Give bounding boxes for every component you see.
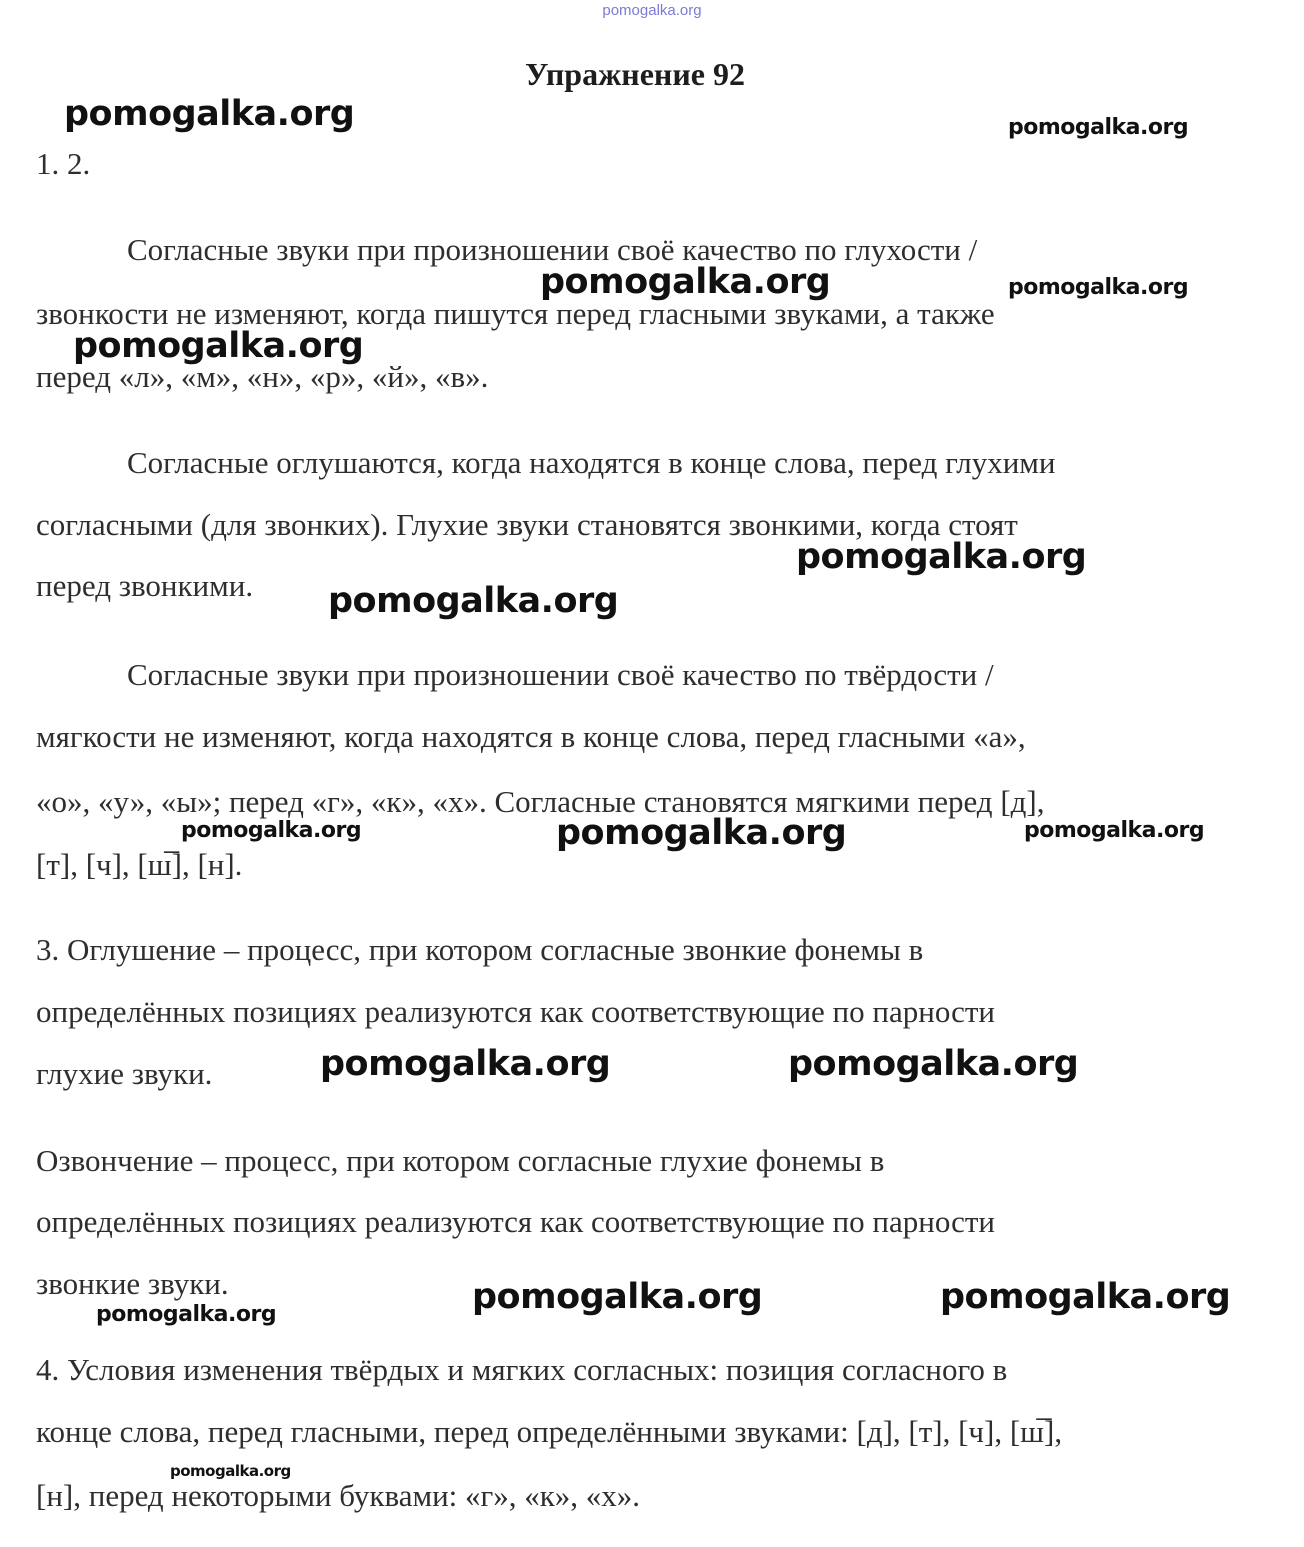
text-line: перед звонкими. bbox=[36, 568, 254, 603]
watermark: pomogalka.org bbox=[1008, 275, 1189, 300]
watermark: pomogalka.org bbox=[940, 1277, 1231, 1317]
text-line: согласными (для звонких). Глухие звуки становятся звонкими, когда стоят bbox=[36, 507, 1018, 542]
watermark: pomogalka.org bbox=[181, 818, 362, 843]
text-line: [т], [ч], [ш̅], [н]. bbox=[36, 847, 243, 882]
text-line: Согласные звуки при произношении своё качество по глухости / bbox=[127, 232, 978, 267]
watermark: pomogalka.org bbox=[540, 262, 831, 302]
watermark: pomogalka.org bbox=[788, 1044, 1079, 1084]
watermark: pomogalka.org bbox=[64, 94, 355, 134]
text-line: мягкости не изменяют, когда находятся в конце слова, перед гласными «а», bbox=[36, 719, 1026, 754]
text-line: определённых позициях реализуются как соответствующие по парности bbox=[36, 994, 996, 1029]
text-line: 4. Условия изменения твёрдых и мягких согласных: позиция согласного в bbox=[36, 1352, 1008, 1387]
watermark: pomogalka.org bbox=[320, 1044, 611, 1084]
watermark: pomogalka.org bbox=[96, 1302, 277, 1327]
text-line: конце слова, перед гласными, перед определёнными звуками: [д], [т], [ч], [ш̅], bbox=[36, 1414, 1063, 1449]
watermark: pomogalka.org bbox=[472, 1277, 763, 1317]
watermark: pomogalka.org bbox=[328, 581, 619, 621]
watermark: pomogalka.org bbox=[1024, 818, 1205, 843]
text-line: Озвончение – процесс, при котором согласные глухие фонемы в bbox=[36, 1143, 885, 1178]
text-line: глухие звуки. bbox=[36, 1056, 213, 1091]
text-line: Согласные звуки при произношении своё качество по твёрдости / bbox=[127, 657, 994, 692]
exercise-title: Упражнение 92 bbox=[524, 56, 745, 92]
watermark: pomogalka.org bbox=[1008, 115, 1189, 140]
text-line: определённых позициях реализуются как соответствующие по парности bbox=[36, 1204, 996, 1239]
numbering: 1. 2. bbox=[36, 146, 91, 181]
text-line: [н], перед некоторыми буквами: «г», «к», «х». bbox=[36, 1478, 641, 1513]
text-line: 3. Оглушение – процесс, при котором согласные звонкие фонемы в bbox=[36, 932, 924, 967]
text-line: звонкие звуки. bbox=[36, 1266, 229, 1301]
site-link[interactable]: pomogalka.org bbox=[602, 2, 702, 19]
text-line: звонкости не изменяют, когда пишутся перед гласными звуками, а также bbox=[36, 296, 995, 331]
watermark: pomogalka.org bbox=[796, 537, 1087, 577]
text-line: «о», «у», «ы»; перед «г», «к», «х». Согласные становятся мягкими перед [д], bbox=[36, 784, 1045, 819]
text-line: перед «л», «м», «н», «р», «й», «в». bbox=[36, 359, 489, 394]
watermark: pomogalka.org bbox=[170, 1462, 291, 1480]
watermark: pomogalka.org bbox=[73, 326, 364, 366]
text-line: Согласные оглушаются, когда находятся в конце слова, перед глухими bbox=[127, 445, 1056, 480]
watermark: pomogalka.org bbox=[556, 813, 847, 853]
